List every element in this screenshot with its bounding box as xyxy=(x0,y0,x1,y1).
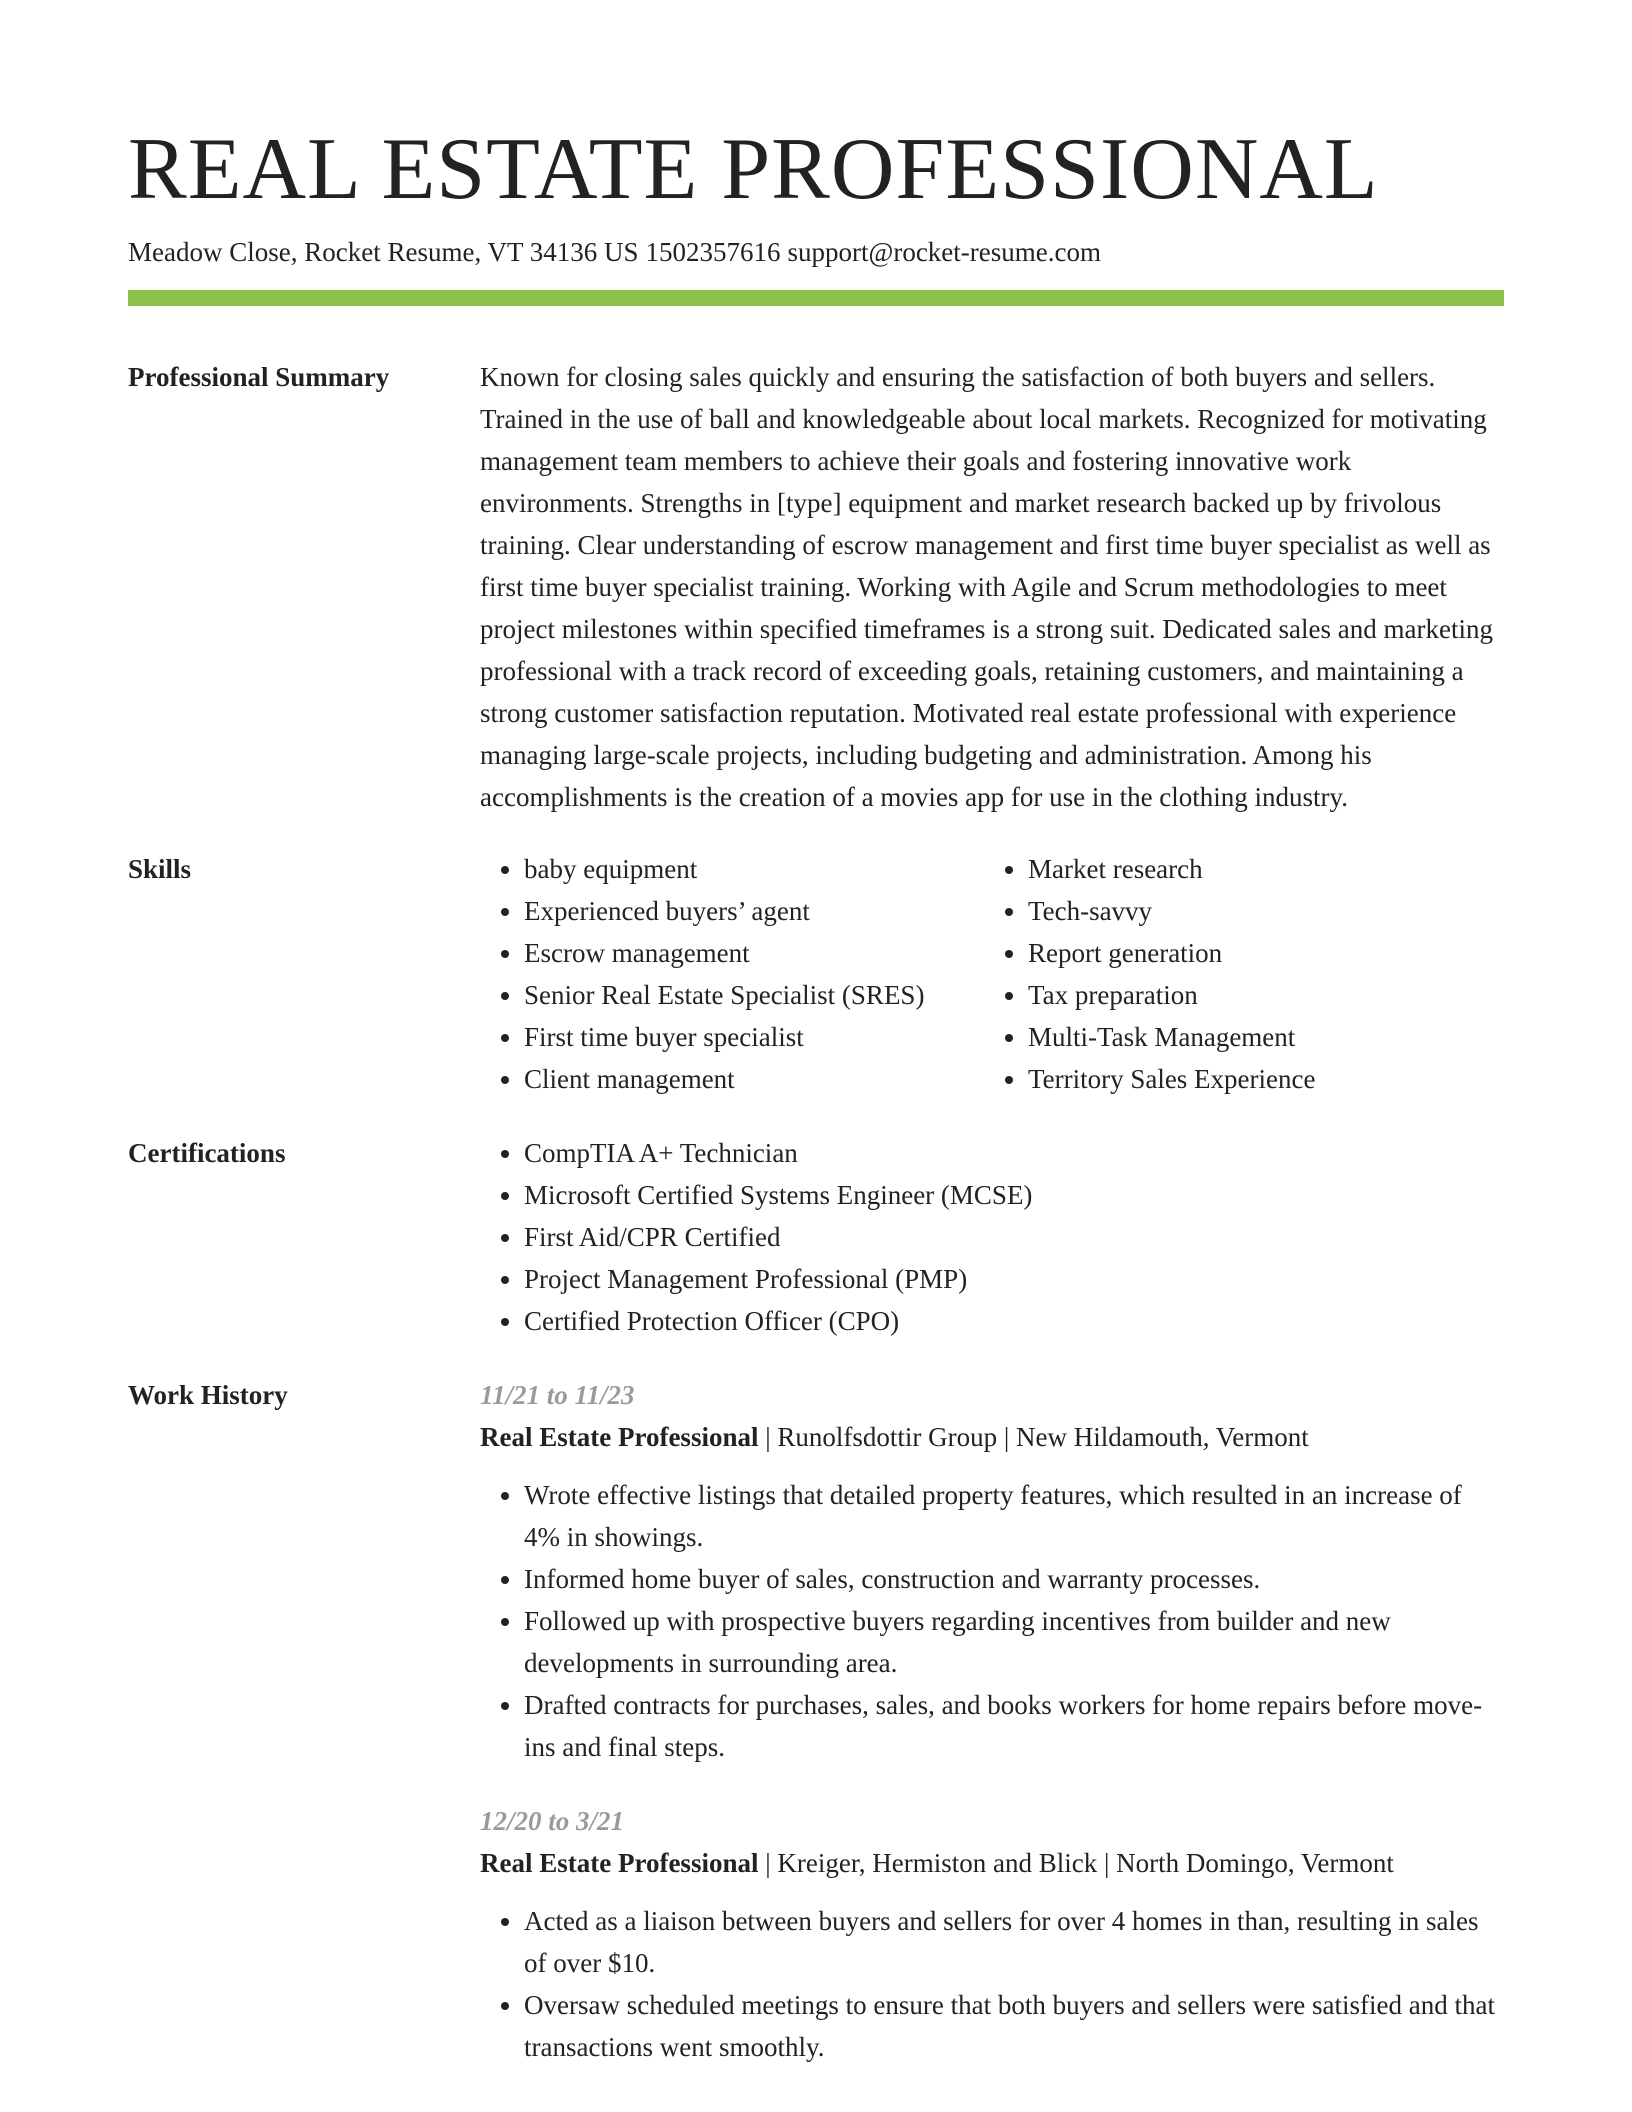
job-heading xyxy=(480,1842,1504,1884)
job-duty-item: • Informed home buyer of sales, construction and warranty processes. xyxy=(524,1558,1504,1600)
section-label-summary: Professional Summary xyxy=(128,362,390,392)
certification-item: • First Aid/CPR Certified xyxy=(524,1216,1504,1258)
job-duties-list xyxy=(480,1900,1504,2068)
skill-item: • Senior Real Estate Specialist (SRES) xyxy=(524,974,984,1016)
job-location: New Hildamouth, Vermont xyxy=(1016,1422,1309,1452)
certification-item: • Microsoft Certified Systems Engineer (MCSE) xyxy=(524,1174,1504,1216)
job-heading xyxy=(480,1416,1504,1458)
skill-item: • First time buyer specialist xyxy=(524,1016,984,1058)
job-title: Real Estate Professional xyxy=(480,1422,759,1452)
section-label-work-history: Work History xyxy=(128,1380,288,1410)
summary-section xyxy=(128,356,1504,818)
job-duty-item: • Followed up with prospective buyers regarding incentives from builder and new developments in surrounding area. xyxy=(524,1600,1504,1684)
certification-item: • CompTIA A+ Technician xyxy=(524,1132,1504,1174)
skill-item: • Tax preparation xyxy=(1028,974,1504,1016)
skill-item: • Report generation xyxy=(1028,932,1504,974)
job-separator: | xyxy=(1103,1848,1110,1878)
skill-item: • Client management xyxy=(524,1058,984,1100)
skill-item: • Market research xyxy=(1028,848,1504,890)
section-label-skills: Skills xyxy=(128,854,192,884)
certifications-section xyxy=(128,1132,1504,1342)
job-separator: | xyxy=(1003,1422,1010,1452)
contact-address: Meadow Close, Rocket Resume, VT 34136 US xyxy=(128,237,639,267)
skills-list-column-2 xyxy=(984,848,1504,1100)
job-duty-item: • Acted as a liaison between buyers and sellers for over 4 homes in than, resulting in sales of over $10. xyxy=(524,1900,1504,1984)
job-location: North Domingo, Vermont xyxy=(1116,1848,1394,1878)
summary-text: Known for closing sales quickly and ensuring the satisfaction of both buyers and sellers. Trained in the use of ball and knowledgeable about local markets. Recognized for motivating management team members to achieve their goals and fostering innovative work environments. Strengths in [type] equipment and market research backed up by frivolous training. Clear understanding of escrow management and first time buyer specialist as well as first time buyer specialist training. Working with Agile and Scrum methodologies to meet project milestones within specified timeframes is a strong suit. Dedicated sales and marketing professional with a track record of exceeding goals, retaining customers, and maintaining a strong customer satisfaction reputation. Motivated real estate professional with experience managing large-scale projects, including budgeting and administration. Among his accomplishments is the creation of a movies app for use in the clothing industry. xyxy=(480,362,1493,812)
job-entry xyxy=(480,1374,1504,1768)
skill-item: • Tech-savvy xyxy=(1028,890,1504,932)
skill-item: • Territory Sales Experience xyxy=(1028,1058,1504,1100)
job-dates: 12/20 to 3/21 xyxy=(480,1806,625,1836)
job-separator: | xyxy=(765,1422,771,1452)
certifications-list xyxy=(480,1132,1504,1342)
skill-item: • Escrow management xyxy=(524,932,984,974)
job-dates: 11/21 to 11/23 xyxy=(480,1380,635,1410)
job-duty-item: • Oversaw scheduled meetings to ensure that both buyers and sellers were satisfied and that transactions went smoothly. xyxy=(524,1984,1504,2068)
skill-item: • Multi-Task Management xyxy=(1028,1016,1504,1058)
skills-list-column-1 xyxy=(480,848,984,1100)
job-company: Kreiger, Hermiston and Blick xyxy=(777,1848,1098,1878)
job-entry xyxy=(480,1800,1504,2068)
skills-section xyxy=(128,848,1504,1100)
skill-item: • baby equipment xyxy=(524,848,984,890)
header-divider xyxy=(128,290,1504,306)
job-separator: | xyxy=(765,1848,771,1878)
contact-email: support@rocket-resume.com xyxy=(787,237,1101,267)
certification-item: • Certified Protection Officer (CPO) xyxy=(524,1300,1504,1342)
contact-phone: 1502357616 xyxy=(645,237,781,267)
job-duty-item: • Wrote effective listings that detailed property features, which resulted in an increase of 4% in showings. xyxy=(524,1474,1504,1558)
section-label-certifications: Certifications xyxy=(128,1138,286,1168)
certification-item: • Project Management Professional (PMP) xyxy=(524,1258,1504,1300)
job-duty-item: • Drafted contracts for purchases, sales, and books workers for home repairs before move-ins and final steps. xyxy=(524,1684,1504,1768)
contact-line xyxy=(128,234,1504,270)
skill-item: • Experienced buyers’ agent xyxy=(524,890,984,932)
work-history-section xyxy=(128,1374,1504,2068)
job-company: Runolfsdottir Group xyxy=(777,1422,998,1452)
job-title: Real Estate Professional xyxy=(480,1848,759,1878)
job-duties-list xyxy=(480,1474,1504,1768)
resume-name: REAL ESTATE PROFESSIONAL xyxy=(128,121,1379,218)
